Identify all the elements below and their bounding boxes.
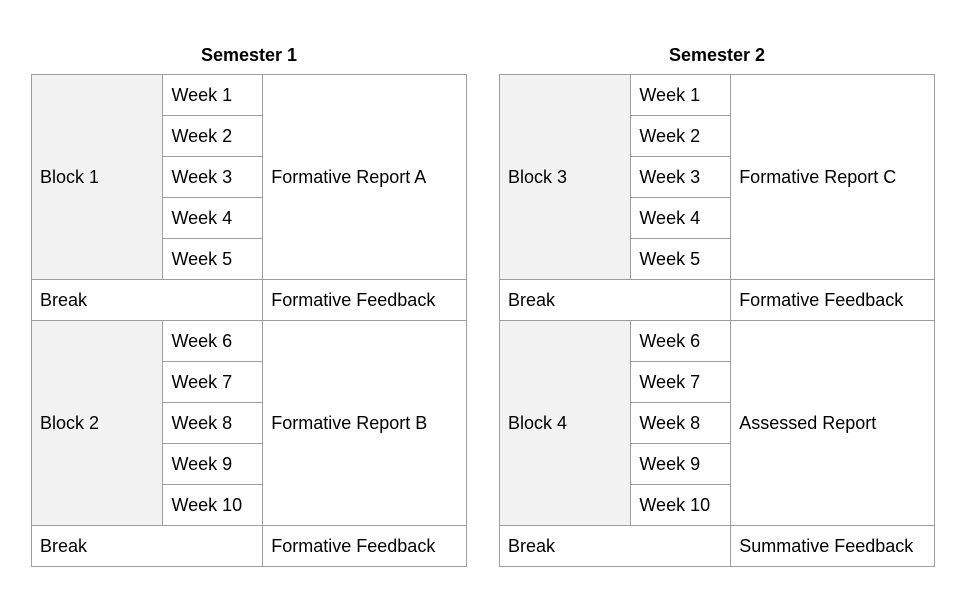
break-label: Break (32, 280, 263, 321)
break-row (500, 526, 935, 567)
feedback-label: Formative Feedback (263, 280, 467, 321)
week-label: Week 3 (163, 157, 263, 198)
week-label: Week 10 (163, 485, 263, 526)
block-label: Block 4 (500, 321, 631, 526)
semester-title: Semester 2 (668, 45, 766, 65)
schedule-table (499, 74, 935, 567)
week-label: Week 3 (631, 157, 731, 198)
break-label: Break (32, 526, 263, 567)
week-label: Week 7 (163, 362, 263, 403)
week-label: Week 4 (163, 198, 263, 239)
break-row (32, 280, 467, 321)
feedback-label: Summative Feedback (731, 526, 935, 567)
report-label: Assessed Report (731, 321, 935, 526)
feedback-label: Formative Feedback (263, 526, 467, 567)
week-label: Week 8 (631, 403, 731, 444)
week-label: Week 1 (163, 75, 263, 116)
feedback-label: Formative Feedback (731, 280, 935, 321)
week-label: Week 4 (631, 198, 731, 239)
week-label: Week 5 (163, 239, 263, 280)
week-row (500, 321, 935, 362)
block-label: Block 1 (32, 75, 163, 280)
week-label: Week 6 (631, 321, 731, 362)
week-row (32, 75, 467, 116)
week-label: Week 5 (631, 239, 731, 280)
week-row (500, 75, 935, 116)
week-label: Week 9 (631, 444, 731, 485)
schedule-table (31, 74, 467, 567)
break-label: Break (500, 526, 731, 567)
week-row (32, 321, 467, 362)
break-label: Break (500, 280, 731, 321)
report-label: Formative Report A (263, 75, 467, 280)
semester-title: Semester 1 (200, 45, 298, 65)
week-label: Week 2 (631, 116, 731, 157)
report-label: Formative Report B (263, 321, 467, 526)
week-label: Week 1 (631, 75, 731, 116)
week-label: Week 7 (631, 362, 731, 403)
week-label: Week 10 (631, 485, 731, 526)
block-label: Block 2 (32, 321, 163, 526)
week-label: Week 6 (163, 321, 263, 362)
break-row (32, 526, 467, 567)
block-label: Block 3 (500, 75, 631, 280)
report-label: Formative Report C (731, 75, 935, 280)
week-label: Week 8 (163, 403, 263, 444)
week-label: Week 9 (163, 444, 263, 485)
break-row (500, 280, 935, 321)
week-label: Week 2 (163, 116, 263, 157)
